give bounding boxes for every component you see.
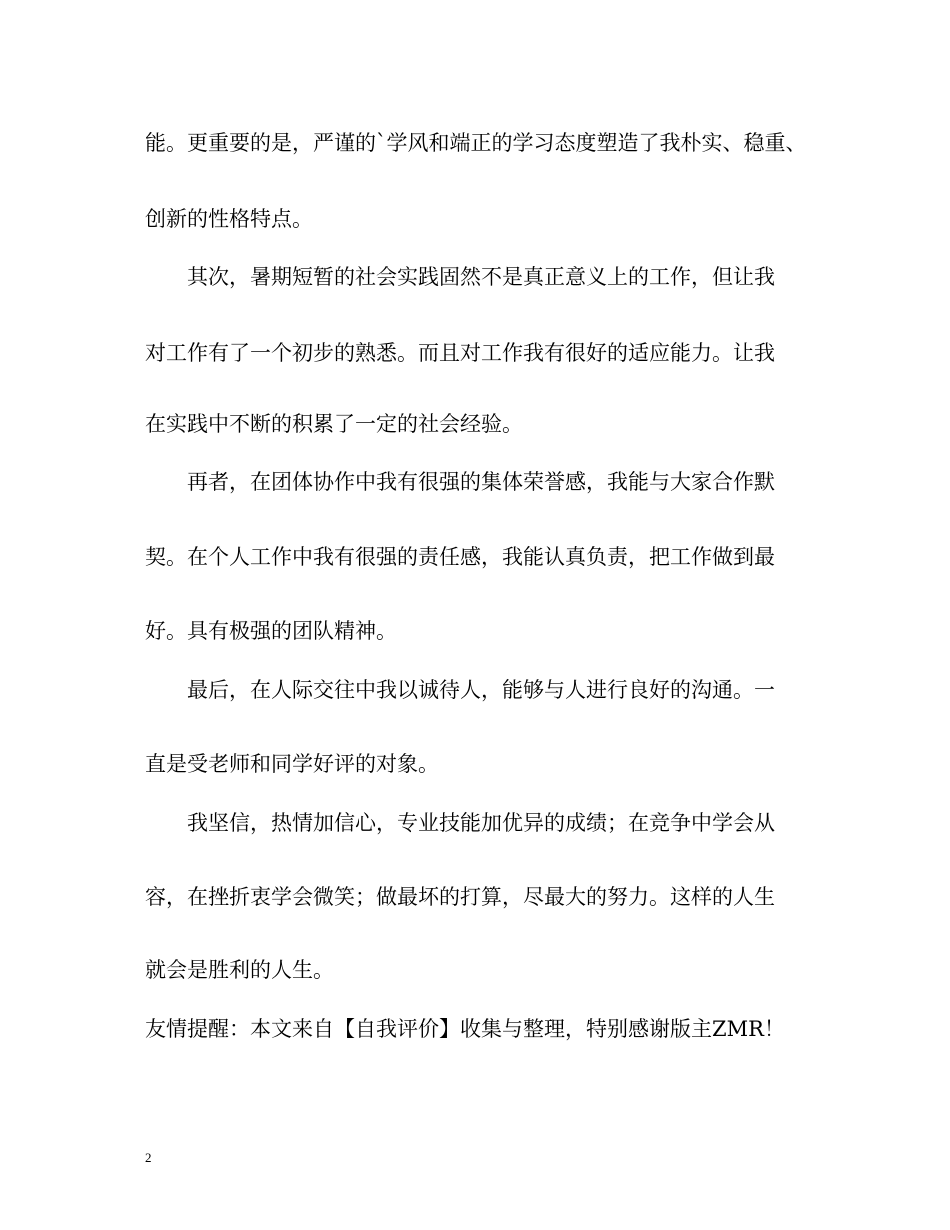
page-number: 2 [145,1150,152,1165]
paragraph-start-line: 我坚信，热情加信心，专业技能加优异的成绩；在竞争中学会从 [187,811,775,835]
text-line: 契。在个人工作中我有很强的责任感，我能认真负责，把工作做到最 [145,545,775,569]
text-line: 好。具有极强的团队精神。 [145,619,397,643]
paragraph-start-line: 最后，在人际交往中我以诚待人，能够与人进行良好的沟通。一 [187,678,775,702]
paragraph-start-line: 其次，暑期短暂的社会实践固然不是真正意义上的工作，但让我 [187,265,775,289]
text-line: 直是受老师和同学好评的对象。 [145,752,439,776]
text-line: 能。更重要的是，严谨的`学风和端正的学习态度塑造了我朴实、稳重、 [145,131,807,155]
text-line: 在实践中不断的积累了一定的社会经验。 [145,412,523,436]
text-line: 对工作有了一个初步的熟悉。而且对工作我有很好的适应能力。让我 [145,341,775,365]
text-line: 创新的性格特点。 [145,207,313,231]
text-line: 容，在挫折衷学会微笑；做最坏的打算，尽最大的努力。这样的人生 [145,885,775,909]
reminder-line: 友情提醒：本文来自【自我评价】收集与整理，特别感谢版主ZMR！ [145,1017,785,1041]
text-line: 就会是胜利的人生。 [145,958,334,982]
paragraph-start-line: 再者，在团体协作中我有很强的集体荣誉感，我能与大家合作默 [187,470,775,494]
